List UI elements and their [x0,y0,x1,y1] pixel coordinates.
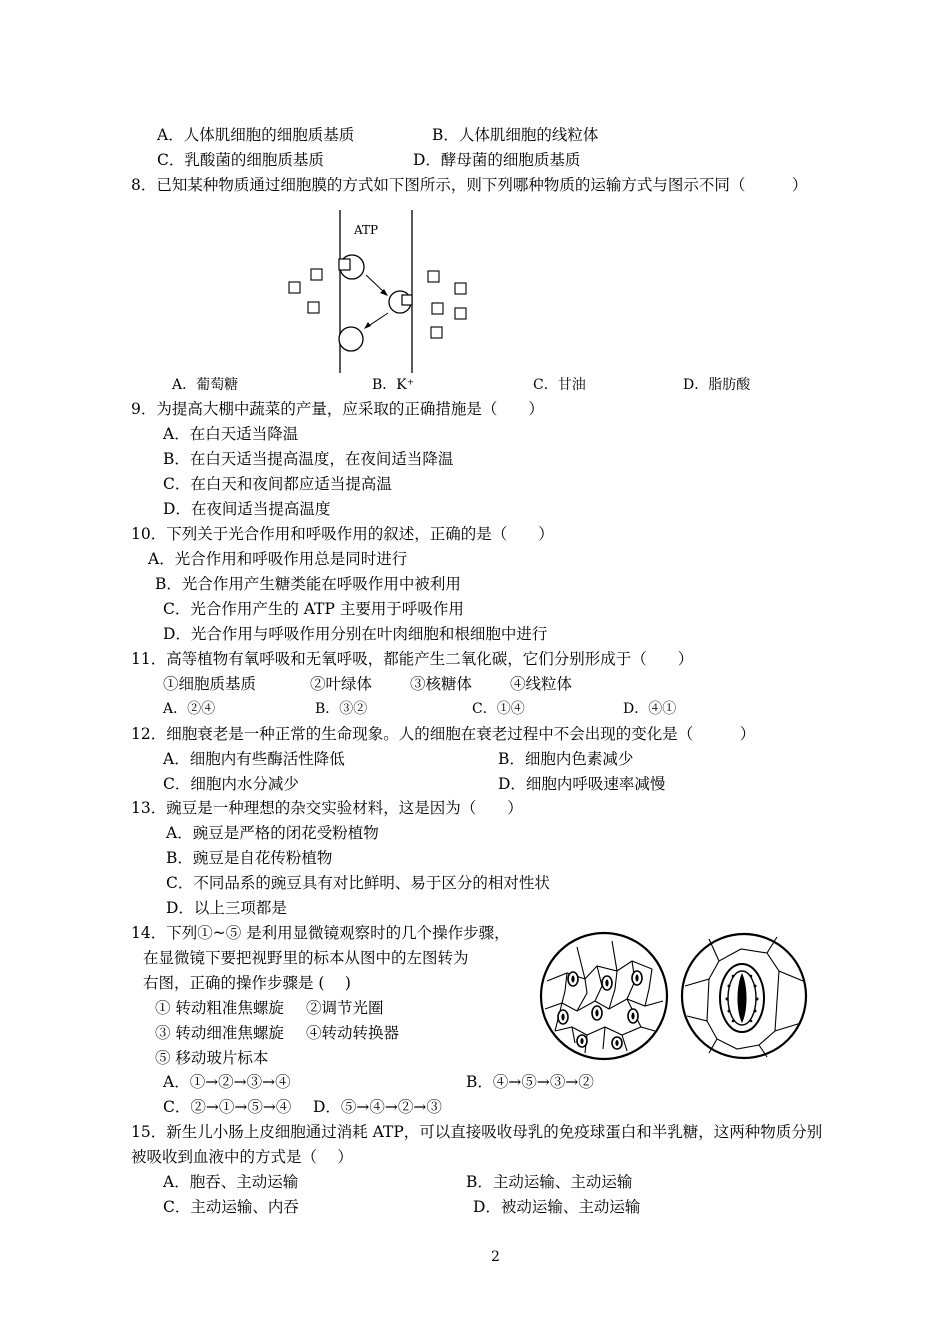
microscope-view-low-magnification [537,931,671,1061]
q9-stem: 9．为提高大棚中蔬菜的产量，应采取的正确措施是（ ） [131,400,544,418]
molecule-square [428,271,439,282]
q12-option-c: C．细胞内水分减少 [163,775,299,793]
q7-option-a: A．人体肌细胞的细胞质基质 [157,126,355,144]
q13-option-a: A．豌豆是严格的闭花受粉植物 [166,824,379,842]
q9-option-a: A．在白天适当降温 [163,425,299,443]
q10-option-a: A．光合作用和呼吸作用总是同时进行 [148,550,408,568]
q11-option-b: B．③② [315,701,368,717]
q8-option-d: D．脂肪酸 [683,377,751,393]
q12-stem: 12．细胞衰老是一种正常的生命现象。人的细胞在衰老过程中不会出现的变化是（ ） [131,725,756,743]
q11-item: ④线粒体 [510,675,573,693]
page-number: 2 [491,1249,500,1265]
q15-option-b: B．主动运输、主动运输 [466,1173,633,1191]
molecule-square [402,295,412,305]
q7-option-c: C．乳酸菌的细胞质基质 [157,151,324,169]
q14-step-1: ① 转动粗准焦螺旋 [155,999,284,1017]
q15-stem-line1: 15．新生儿小肠上皮细胞通过消耗 ATP，可以直接吸收母乳的免疫球蛋白和半乳糖，这两种物质分别 [131,1123,823,1141]
q10-option-d: D．光合作用与呼吸作用分别在叶肉细胞和根细胞中进行 [163,625,548,643]
q14-step-4: ④转动转换器 [306,1024,400,1042]
q14-step-5: ⑤ 移动玻片标本 [155,1049,269,1067]
q9-option-d: D．在夜间适当提高温度 [163,500,331,518]
q13-option-d: D．以上三项都是 [166,899,287,917]
molecule-square [432,303,443,314]
q13-option-b: B．豌豆是自花传粉植物 [166,849,333,867]
molecule-square [308,302,319,313]
arrow [366,275,385,293]
molecule-square [311,269,322,280]
q11-option-c: C．①④ [472,701,525,717]
q8-option-c: C．甘油 [533,377,586,393]
molecule-square [339,259,350,270]
q14-stem-line3: 右图，正确的操作步骤是 ( ) [143,974,351,992]
q7-option-b: B．人体肌细胞的线粒体 [432,126,599,144]
q10-stem: 10．下列关于光合作用和呼吸作用的叙述，正确的是（ ） [131,525,554,543]
q11-stem: 11．高等植物有氧呼吸和无氧呼吸，都能产生二氧化碳，它们分别形成于（ ） [131,650,694,668]
q11-item: ②叶绿体 [310,675,373,693]
q14-step-2: ②调节光圈 [306,999,384,1017]
q10-option-c: C．光合作用产生的 ATP 主要用于呼吸作用 [163,600,464,618]
atp-label: ATP [354,223,379,237]
molecule-square [289,282,300,293]
q14-stem-line1: 14．下列①~⑤ 是利用显微镜观察时的几个操作步骤， [131,924,510,942]
q11-item: ①细胞质基质 [163,675,257,693]
molecule-square [455,308,466,319]
q15-option-a: A．胞吞、主动运输 [163,1173,299,1191]
carrier-protein-circle [339,327,363,351]
q14-option-c: C．②→①→⑤→④ [163,1098,292,1116]
q7-option-d: D．酵母菌的细胞质基质 [413,151,581,169]
q14-stem-line2: 在显微镜下要把视野里的标本从图中的左图转为 [143,949,469,967]
q14-option-d: D．⑤→④→②→③ [313,1098,442,1116]
q15-stem-line2: 被吸收到血液中的方式是（ ） [131,1148,353,1166]
q12-option-a: A．细胞内有些酶活性降低 [163,750,345,768]
q13-stem: 13．豌豆是一种理想的杂交实验材料，这是因为（ ） [131,799,523,817]
q15-option-d: D．被动运输、主动运输 [473,1198,641,1216]
molecule-square [431,327,442,338]
q9-option-c: C．在白天和夜间都应适当提高温 [163,475,392,493]
q11-option-d: D．④① [623,701,677,717]
q8-option-b: B．K⁺ [372,377,415,393]
q14-option-b: B．④→⑤→③→② [466,1073,594,1091]
q10-option-b: B．光合作用产生糖类能在呼吸作用中被利用 [155,575,461,593]
q12-option-d: D．细胞内呼吸速率减慢 [498,775,666,793]
molecule-square [455,283,466,294]
q9-option-b: B．在白天适当提高温度，在夜间适当降温 [163,450,454,468]
q11-item: ③核糖体 [410,675,473,693]
q11-option-a: A．②④ [163,701,216,717]
q14-option-a: A．①→②→③→④ [163,1073,291,1091]
q14-step-3: ③ 转动细准焦螺旋 [155,1024,284,1042]
microscope-view-high-magnification [679,931,809,1061]
q15-option-c: C．主动运输、内吞 [163,1198,299,1216]
q8-option-a: A．葡萄糖 [172,377,239,393]
membrane-transport-diagram [282,205,482,375]
arrow-head [364,322,371,329]
q13-option-c: C．不同品系的豌豆具有对比鲜明、易于区分的相对性状 [166,874,550,892]
q8-stem: 8．已知某种物质通过细胞膜的方式如下图所示，则下列哪种物质的运输方式与图示不同（ ） [131,176,808,194]
q12-option-b: B．细胞内色素减少 [498,750,634,768]
